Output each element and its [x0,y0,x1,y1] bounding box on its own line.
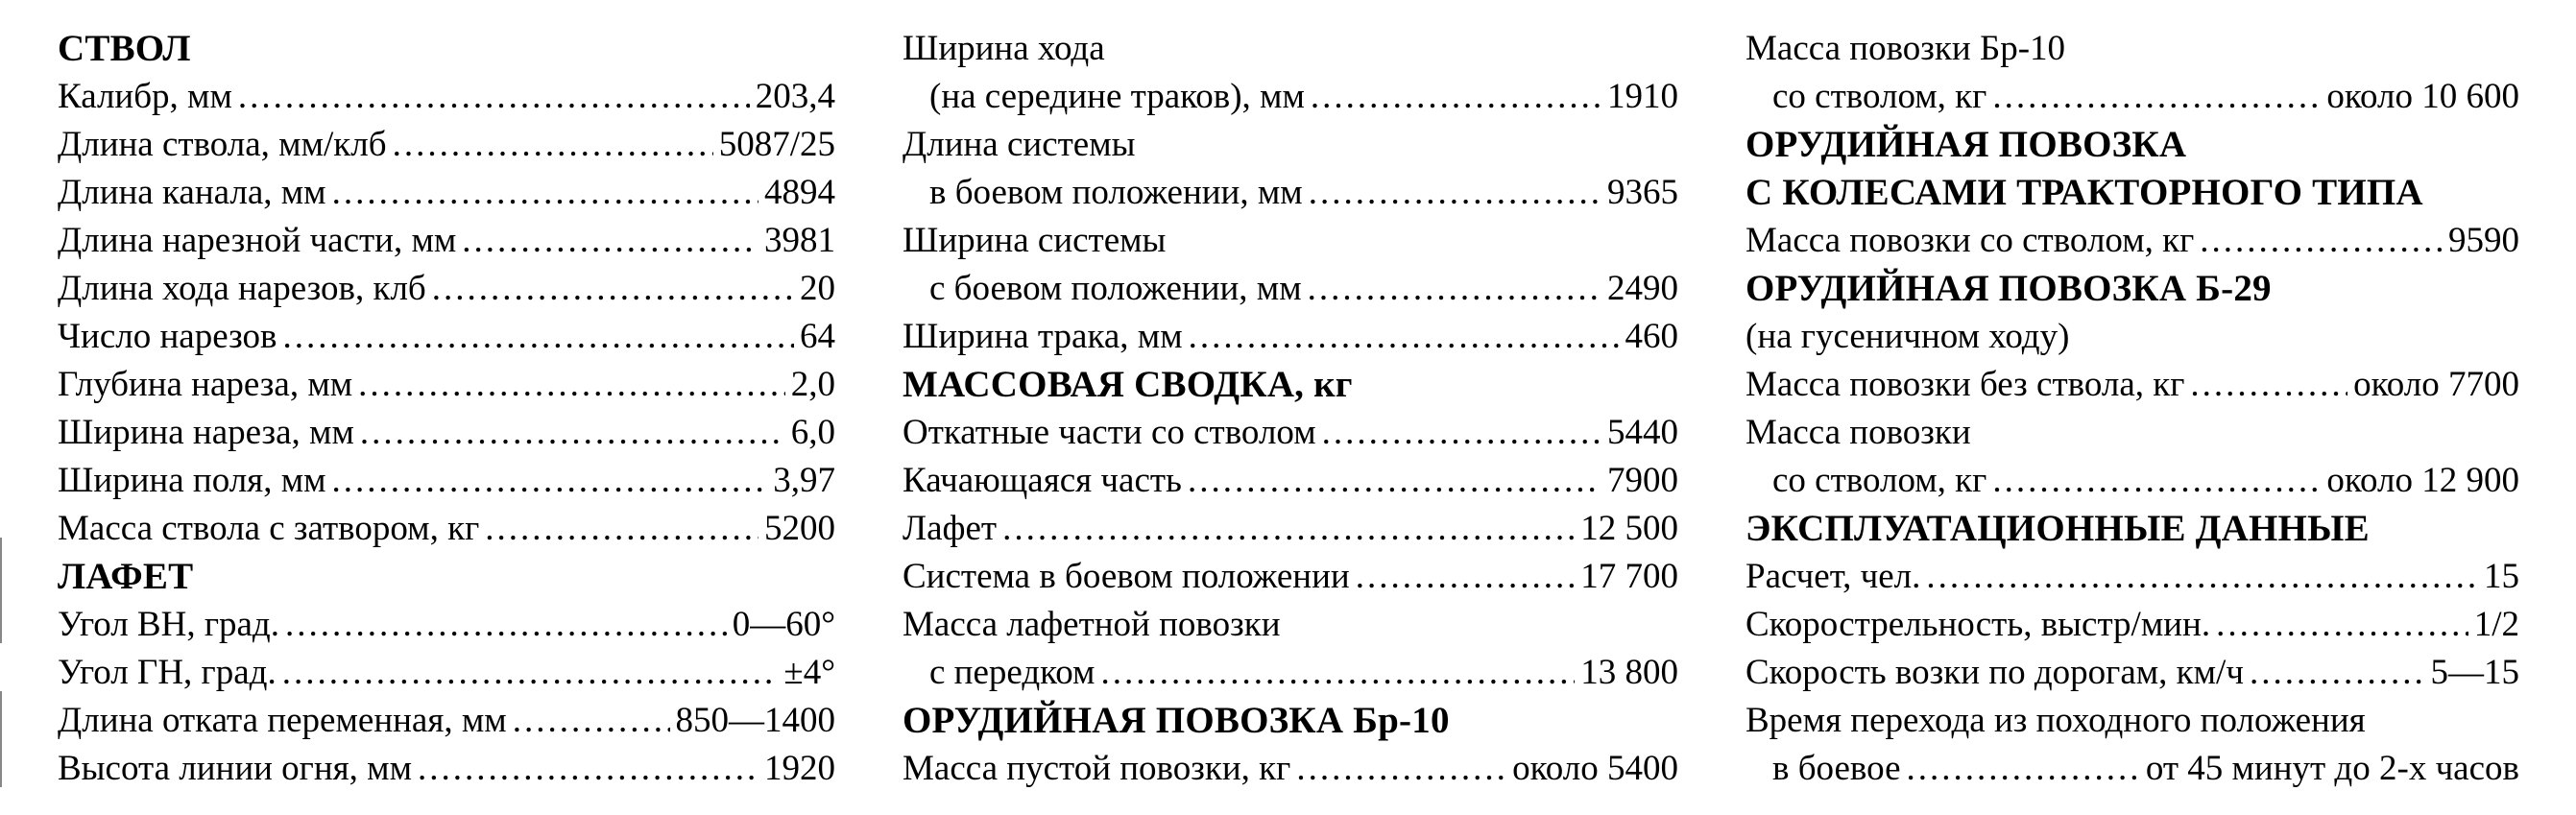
spec-label: Глубина нареза, мм [58,365,353,404]
spec-value: 1/2 [2473,605,2519,644]
spec-label: Число нарезов [58,317,277,356]
dot-leader [282,313,794,361]
spec-row [58,169,835,217]
spec-row [1745,745,2519,793]
spec-label: Ширина трака, мм [903,317,1183,356]
dot-leader [485,505,758,553]
spec-label: Откатные части со стволом [903,413,1316,452]
spec-value: 1920 [764,749,835,788]
section-heading: ЛАФЕТ [58,556,194,597]
spec-label: Масса повозки со стволом, кг [1745,221,2195,260]
dot-leader [1296,745,1506,793]
spec-label: Ширина нареза, мм [58,413,354,452]
dot-leader [1308,265,1601,313]
spec-row [1745,457,2519,505]
dot-leader [2250,649,2425,697]
dot-leader [1100,649,1575,697]
spec-value: около 5400 [1512,749,1678,788]
spec-label: Длина отката переменная, мм [58,701,507,740]
spec-row [903,649,1678,697]
spec-row [903,265,1678,313]
dot-leader [1907,745,2140,793]
section-heading: ОРУДИЙНАЯ ПОВОЗКА Б-29 [1745,268,2272,309]
spec-value: 5—15 [2430,653,2519,692]
spec-label: со стволом, кг [1772,461,1987,500]
dot-leader [285,601,727,649]
spec-row [58,409,835,457]
section-heading: МАССОВАЯ СВОДКА, кг [903,364,1353,405]
dot-leader [393,121,713,169]
spec-label: Масса повозки без ствола, кг [1745,365,2185,404]
spec-row [1745,553,2519,601]
section-heading: С КОЛЕСАМИ ТРАКТОРНОГО ТИПА [1745,172,2423,213]
spec-row [903,505,1678,553]
dot-leader [1322,409,1601,457]
spec-label: с передком [929,653,1095,692]
spec-label: в боевое [1772,749,1901,788]
section-heading: ЭКСПЛУАТАЦИОННЫЕ ДАННЫЕ [1745,508,2370,549]
spec-value: 9590 [2448,221,2519,260]
spec-row [58,697,835,745]
spec-row [1745,73,2519,121]
column-1 [58,25,835,793]
spec-label: Угол ГН, град. [58,653,277,692]
spec-value: 203,4 [755,77,835,116]
spec-label: с боевом положении, мм [929,269,1302,308]
spec-value: ±4° [783,653,835,692]
dot-leader [432,265,794,313]
spec-label-line: (на гусеничном ходу) [1745,317,2070,356]
column-2 [903,25,1678,793]
spec-row [1745,217,2519,265]
spec-label: Скорость возки по дорогам, км/ч [1745,653,2244,692]
spec-value: 15 [2484,557,2519,596]
spec-value: 20 [800,269,835,308]
spec-value: 9365 [1607,173,1678,212]
spec-label: Высота линии огня, мм [58,749,413,788]
dot-leader [2200,217,2443,265]
spec-row [58,505,835,553]
dot-leader [1926,553,2478,601]
dot-leader [238,73,750,121]
dot-leader [513,697,670,745]
spec-value: 3981 [764,221,835,260]
spec-row [903,313,1678,361]
spec-row [903,553,1678,601]
spec-label-line: Ширина хода [903,29,1105,68]
spec-value: 5200 [764,509,835,548]
spec-label-line: Длина системы [903,125,1136,164]
spec-label: Качающаяся часть [903,461,1182,500]
spec-value: 12 500 [1580,509,1678,548]
spec-label: Ширина поля, мм [58,461,326,500]
spec-value: около 12 900 [2326,461,2519,500]
spec-row [58,265,835,313]
spec-value: 64 [800,317,835,356]
spec-row [1745,649,2519,697]
section-heading: ОРУДИЙНАЯ ПОВОЗКА [1745,124,2187,165]
dot-leader [2190,361,2347,409]
spec-value: около 7700 [2353,365,2519,404]
spec-row [58,457,835,505]
spec-label-line: Масса повозки Бр-10 [1745,29,2066,68]
dot-leader [358,361,785,409]
spec-row [58,73,835,121]
spec-label: в боевом положении, мм [929,173,1303,212]
column-3 [1745,25,2519,793]
spec-value: 3,97 [773,461,835,500]
scan-edge-mark [0,691,2,787]
spec-row [1745,601,2519,649]
spec-value: 5087/25 [718,125,835,164]
spec-label: Расчет, чел. [1745,557,1921,596]
dot-leader [1189,313,1620,361]
dot-leader [418,745,758,793]
spec-row [58,361,835,409]
spec-row [58,217,835,265]
dot-leader [1992,73,2321,121]
spec-value: 2,0 [790,365,835,404]
dot-leader [360,409,785,457]
spec-value: 6,0 [790,413,835,452]
dot-leader [462,217,758,265]
dot-leader [1356,553,1576,601]
spec-label: Длина ствола, мм/клб [58,125,387,164]
section-heading: ОРУДИЙНАЯ ПОВОЗКА Бр-10 [903,700,1450,741]
scan-edge-mark [0,538,2,643]
spec-value: 5440 [1607,413,1678,452]
dot-leader [1002,505,1575,553]
spec-label-line: Масса повозки [1745,413,1971,452]
dot-leader [1311,73,1601,121]
spec-label: Лафет [903,509,998,548]
spec-row [1745,361,2519,409]
spec-row [58,313,835,361]
spec-value: 0—60° [732,605,835,644]
spec-value: 7900 [1607,461,1678,500]
spec-label: (на середине траков), мм [929,77,1305,116]
spec-row [58,601,835,649]
spec-row [58,745,835,793]
dot-leader [332,169,758,217]
spec-label-line: Ширина системы [903,221,1167,260]
spec-label: Масса ствола с затвором, кг [58,509,480,548]
spec-label: Масса пустой повозки, кг [903,749,1291,788]
dot-leader [332,457,768,505]
spec-value: от 45 минут до 2-х часов [2145,749,2519,788]
section-heading: СТВОЛ [58,28,191,69]
spec-label: Длина канала, мм [58,173,326,212]
spec-label: Скорострельность, выстр/мин. [1745,605,2211,644]
spec-row [58,649,835,697]
spec-value: 460 [1625,317,1678,356]
spec-label: Длина хода нарезов, клб [58,269,426,308]
spec-row [903,73,1678,121]
spec-row [903,169,1678,217]
spec-label: Калибр, мм [58,77,232,116]
spec-label: Система в боевом положении [903,557,1350,596]
spec-value: 2490 [1607,269,1678,308]
spec-row [903,409,1678,457]
spec-label: со стволом, кг [1772,77,1987,116]
spec-value: 17 700 [1580,557,1678,596]
spec-value: 13 800 [1580,653,1678,692]
spec-value: 1910 [1607,77,1678,116]
spec-value: 850—1400 [675,701,835,740]
spec-value: 4894 [764,173,835,212]
dot-leader [2216,601,2468,649]
dot-leader [282,649,779,697]
spec-row [903,745,1678,793]
spec-label: Длина нарезной части, мм [58,221,457,260]
spec-label-line: Масса лафетной повозки [903,605,1281,644]
spec-value: около 10 600 [2326,77,2519,116]
spec-row [58,121,835,169]
spec-label: Угол ВН, град. [58,605,279,644]
dot-leader [1309,169,1601,217]
spec-row [903,457,1678,505]
dot-leader [1992,457,2321,505]
dot-leader [1188,457,1601,505]
spec-label-line: Время перехода из походного положения [1745,701,2366,740]
